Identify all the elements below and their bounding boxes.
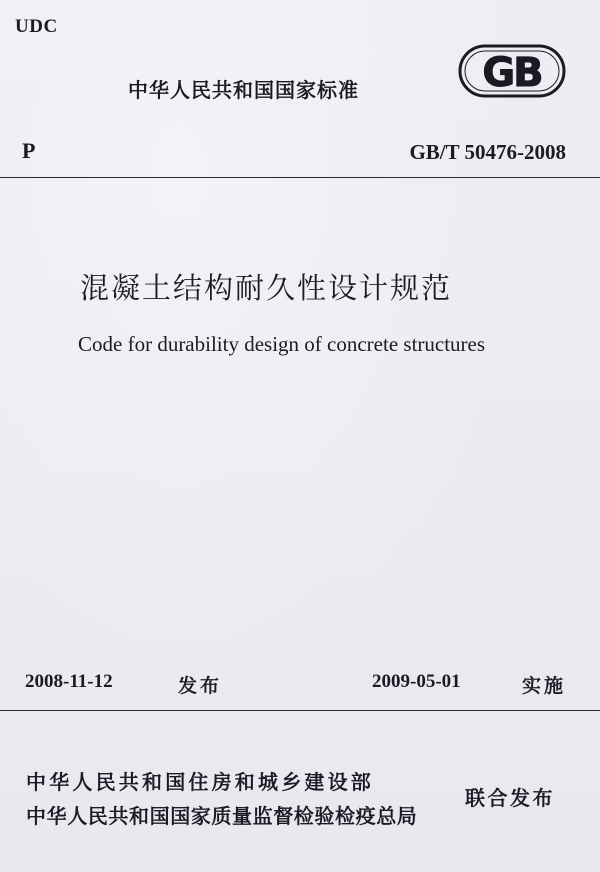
classification-code: P — [22, 138, 36, 163]
issuer-ministry-housing: 中华人民共和国住房和城乡建设部 — [26, 770, 374, 794]
joint-issue-label: 联合发布 — [465, 786, 555, 810]
standard-number: GB/T 50476-2008 — [409, 140, 566, 164]
title-chinese: 混凝土结构耐久性设计规范 — [80, 271, 453, 305]
implementation-date: 2009-05-01 — [372, 671, 461, 692]
implementation-label: 实施 — [522, 675, 567, 697]
udc-label: UDC — [15, 16, 58, 37]
title-english: Code for durability design of concrete structures — [78, 332, 486, 356]
bottom-divider — [0, 710, 600, 711]
top-divider — [0, 177, 600, 178]
gb-logo-icon — [458, 43, 566, 99]
gb-logo-text: GB — [482, 50, 542, 96]
issuer-aqsiq: 中华人民共和国国家质量监督检验检疫总局 — [26, 804, 418, 828]
issue-date: 2008-11-12 — [25, 671, 113, 692]
standard-type-heading: 中华人民共和国国家标准 — [128, 78, 359, 102]
issue-label: 发布 — [178, 675, 223, 697]
